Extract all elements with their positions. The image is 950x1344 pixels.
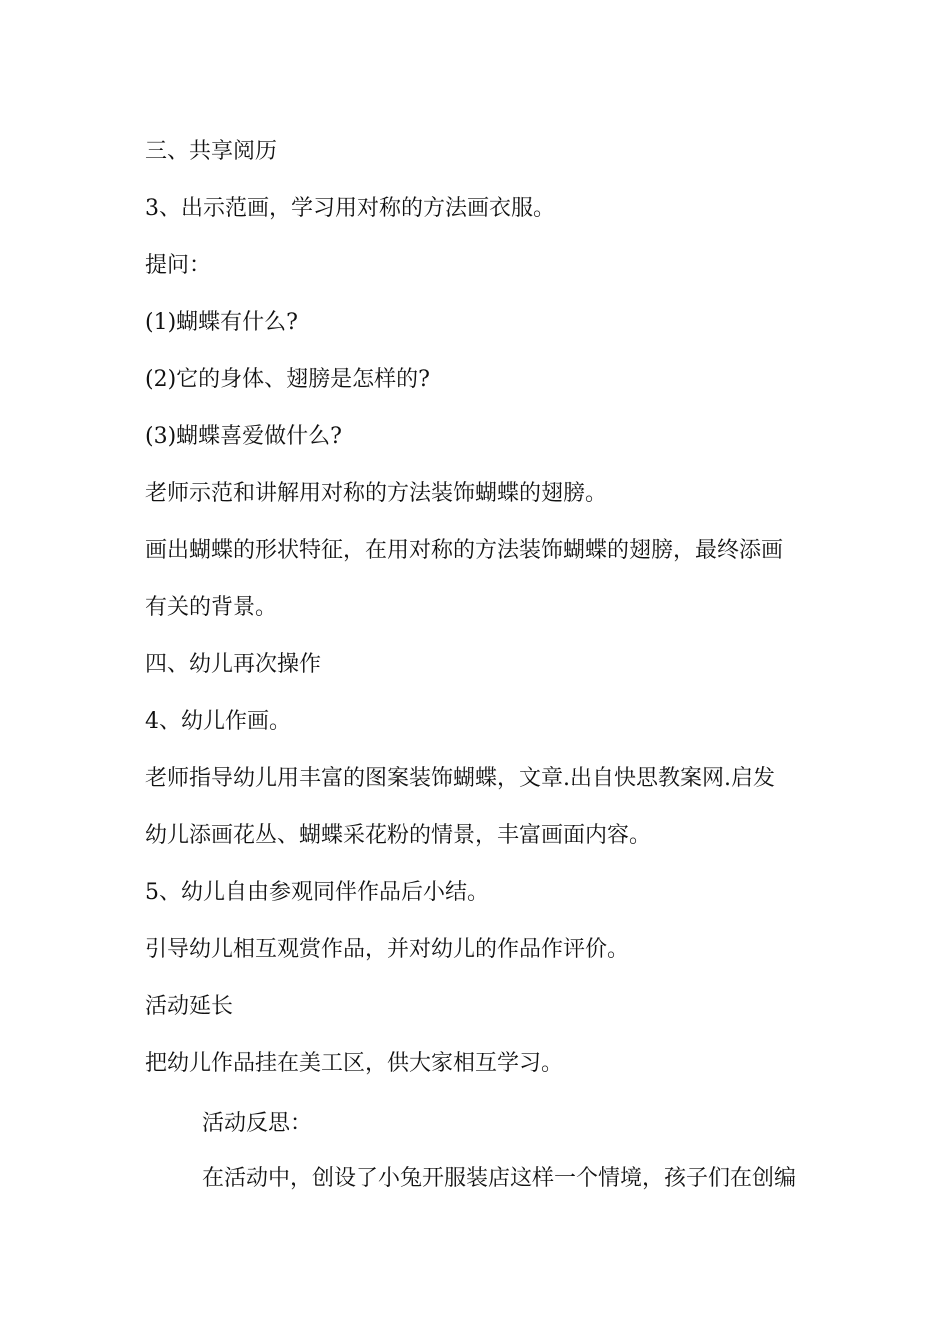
list-item: (3)蝴蝶喜爱做什么? — [145, 424, 342, 449]
paragraph: 4、幼儿作画。 — [145, 709, 291, 734]
paragraph: 引导幼儿相互观赏作品，并对幼儿的作品作评价。 — [145, 937, 630, 962]
section-heading: 活动反思： — [202, 1111, 313, 1136]
paragraph: 3、出示范画，学习用对称的方法画衣服。 — [145, 196, 555, 221]
paragraph: 老师示范和讲解用对称的方法装饰蝴蝶的翅膀。 — [145, 481, 608, 506]
section-heading: 活动延长 — [145, 994, 234, 1019]
paragraph: 把幼儿作品挂在美工区，供大家相互学习。 — [145, 1051, 564, 1076]
paragraph: 幼儿添画花丛、蝴蝶采花粉的情景，丰富画面内容。 — [145, 823, 652, 848]
section-heading: 四、幼儿再次操作 — [145, 652, 322, 677]
paragraph: 画出蝴蝶的形状特征，在用对称的方法装饰蝴蝶的翅膀，最终添画 — [145, 538, 784, 563]
paragraph: 老师指导幼儿用丰富的图案装饰蝴蝶，文章.出自快思教案网.启发 — [145, 766, 775, 791]
list-item: (1)蝴蝶有什么? — [145, 310, 298, 335]
paragraph: 在活动中，创设了小兔开服装店这样一个情境，孩子们在创编 — [202, 1166, 797, 1191]
section-heading: 三、共享阅历 — [145, 139, 278, 164]
paragraph: 有关的背景。 — [145, 595, 278, 620]
paragraph: 提问： — [145, 253, 212, 278]
paragraph: 5、幼儿自由参观同伴作品后小结。 — [145, 880, 489, 905]
list-item: (2)它的身体、翅膀是怎样的? — [145, 367, 430, 392]
